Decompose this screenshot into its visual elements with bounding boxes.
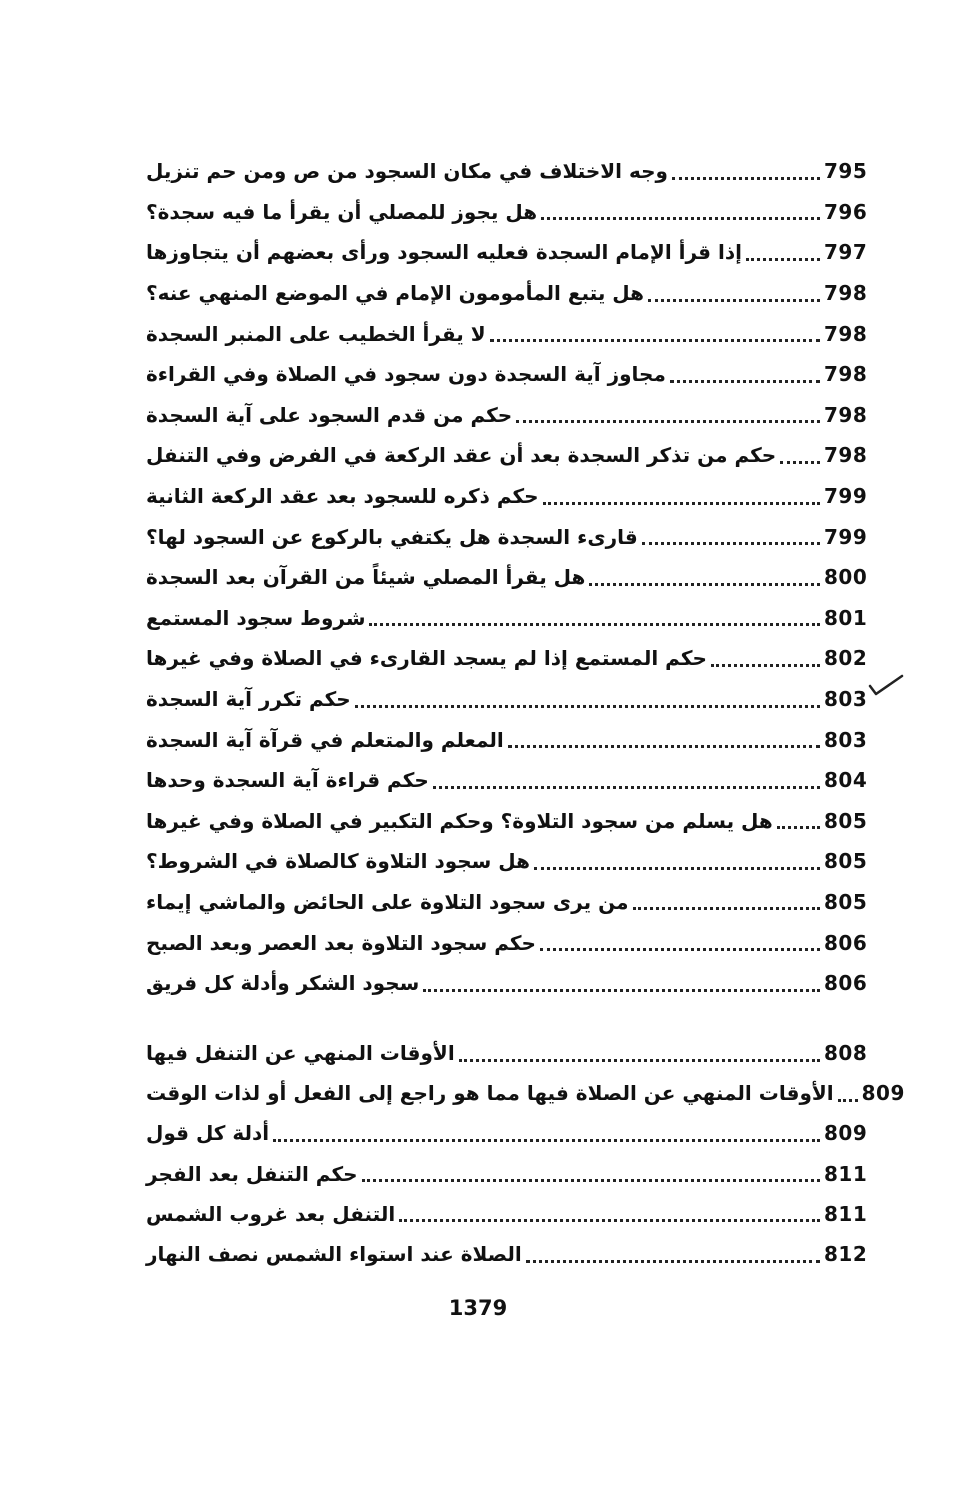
toc-entry-title: من يرى سجود التلاوة على الحائض والماشي إيماء bbox=[146, 889, 629, 914]
dot-leader bbox=[423, 967, 820, 992]
toc-entry bbox=[140, 719, 866, 760]
toc-entry-page: 805 bbox=[824, 889, 868, 914]
toc-entry-page: 808 bbox=[824, 1041, 868, 1066]
toc-entry bbox=[140, 1033, 866, 1073]
toc-entry-title: المعلم والمتعلم في قرآة آية السجدة bbox=[146, 727, 504, 752]
toc-entry-title: حكم تكرر آية السجدة bbox=[146, 687, 351, 712]
dot-leader bbox=[648, 277, 820, 302]
toc-entry-title: هل يقرأ المصلي شيئاً من القرآن بعد السجدة bbox=[146, 565, 586, 590]
toc-entry-page: 798 bbox=[824, 402, 868, 427]
toc-entry-title: حكم التنفل بعد الفجر bbox=[146, 1161, 358, 1186]
toc-entry-title: الأوقات المنهي عن الصلاة فيها مما هو راجع إلى الفعل أو لذات الوقت bbox=[146, 1081, 834, 1106]
toc-entry-title: حكم قراءة آية السجدة وحدها bbox=[146, 768, 429, 793]
toc-entry-page: 805 bbox=[824, 808, 868, 833]
toc-entry bbox=[140, 557, 866, 598]
toc-entry bbox=[140, 963, 866, 1004]
dot-leader bbox=[746, 236, 820, 261]
toc-entry-title: الصلاة عند استواء الشمس نصف النهار bbox=[146, 1242, 522, 1267]
toc-entry-title: سجود الشكر وأدلة كل فريق bbox=[146, 971, 420, 996]
toc-entry bbox=[140, 841, 866, 882]
toc-entry-page: 796 bbox=[824, 199, 868, 224]
toc-entry-title: قارىء السجدة هل يكتفي بالركوع عن السجود لها؟ bbox=[146, 524, 638, 549]
dot-leader bbox=[516, 398, 820, 423]
toc-entry bbox=[140, 882, 866, 923]
dot-leader bbox=[711, 642, 820, 667]
toc-entry-title: هل يجوز للمصلي أن يقرأ ما فيه سجدة؟ bbox=[146, 199, 538, 224]
dot-leader bbox=[670, 358, 820, 383]
dot-leader bbox=[526, 1238, 820, 1263]
dot-leader bbox=[273, 1117, 820, 1142]
toc-entry-title: التنفل بعد غروب الشمس bbox=[146, 1201, 396, 1226]
toc-entry bbox=[140, 679, 866, 720]
toc-entry-page: 812 bbox=[824, 1242, 868, 1267]
toc-section-2 bbox=[140, 1033, 905, 1274]
toc-entry-page: 799 bbox=[824, 484, 868, 509]
dot-leader bbox=[543, 480, 820, 505]
toc-entry-page: 805 bbox=[824, 849, 868, 874]
toc-entry-page: 795 bbox=[824, 159, 868, 184]
toc-entry-page: 798 bbox=[824, 362, 868, 387]
dot-leader bbox=[672, 155, 820, 180]
toc-entry-page: 809 bbox=[861, 1081, 905, 1106]
toc-entry-page: 811 bbox=[824, 1201, 868, 1226]
toc-entry bbox=[140, 354, 866, 395]
dot-leader bbox=[399, 1197, 820, 1222]
toc-entry-page: 804 bbox=[824, 768, 868, 793]
toc-entry-page: 802 bbox=[824, 646, 868, 671]
toc-entry-page: 803 bbox=[824, 727, 868, 752]
toc-entry-title: حكم من قدم السجود على آية السجدة bbox=[146, 402, 513, 427]
toc-entry bbox=[140, 395, 866, 436]
toc-entry-title: حكم المستمع إذا لم يسجد القارىء في الصلاة وفي غيرها bbox=[146, 646, 707, 671]
checkmark-icon bbox=[868, 672, 904, 702]
dot-leader bbox=[490, 317, 820, 342]
toc-entry-title: هل يتبع المأمومون الإمام في الموضع المنهي عنه؟ bbox=[146, 281, 645, 306]
toc-entry bbox=[140, 922, 866, 963]
dot-leader bbox=[362, 1157, 820, 1182]
toc-entry-title: إذا قرأ الإمام السجدة فعليه السجود ورأى بعضهم أن يتجاوزها bbox=[146, 240, 742, 265]
toc-entry bbox=[140, 192, 866, 233]
toc-entry bbox=[140, 598, 866, 639]
dot-leader bbox=[589, 561, 820, 586]
toc-entry bbox=[140, 435, 866, 476]
toc-entry-title: حكم ذكره للسجود بعد عقد الركعة الثانية bbox=[146, 484, 539, 509]
toc-entry bbox=[140, 476, 866, 517]
toc-entry-page: 803 bbox=[824, 687, 868, 712]
toc-entry bbox=[140, 760, 866, 801]
toc-entry bbox=[140, 151, 866, 192]
toc-entry-page: 797 bbox=[824, 240, 868, 265]
toc-entry bbox=[140, 638, 866, 679]
toc-entry bbox=[140, 273, 866, 314]
dot-leader bbox=[633, 885, 820, 910]
toc-entry-page: 809 bbox=[824, 1121, 868, 1146]
toc-entry bbox=[140, 801, 866, 842]
toc-entry-page: 811 bbox=[824, 1161, 868, 1186]
toc-entry-page: 800 bbox=[824, 565, 868, 590]
toc-entry-title: شروط سجود المستمع bbox=[146, 605, 366, 630]
dot-leader bbox=[838, 1077, 858, 1102]
toc-entry bbox=[140, 1073, 905, 1113]
toc-heading-title: الأوقات المنهي عن التنفل فيها bbox=[146, 1041, 455, 1066]
toc-entry-page: 806 bbox=[824, 930, 868, 955]
toc-section-1 bbox=[140, 151, 866, 1003]
dot-leader bbox=[780, 439, 820, 464]
dot-leader bbox=[541, 195, 820, 220]
toc-entry bbox=[140, 1154, 866, 1194]
toc-entry bbox=[140, 1194, 866, 1234]
dot-leader bbox=[540, 926, 820, 951]
toc-entry bbox=[140, 313, 866, 354]
dot-leader bbox=[369, 601, 820, 626]
toc-entry bbox=[140, 1113, 866, 1153]
toc-entry-title: مجاوز آية السجدة دون سجود في الصلاة وفي القراءة bbox=[146, 362, 666, 387]
toc-entry-page: 798 bbox=[824, 443, 868, 468]
toc-entry-page: 801 bbox=[824, 605, 868, 630]
toc-entry-title: حكم سجود التلاوة بعد العصر وبعد الصبح bbox=[146, 930, 536, 955]
toc-entry-title: هل يسلم من سجود التلاوة؟ وحكم التكبير في الصلاة وفي غيرها bbox=[146, 808, 773, 833]
toc-entry-title: أدلة كل قول bbox=[146, 1121, 270, 1146]
toc-entry bbox=[140, 1234, 866, 1274]
dot-leader bbox=[777, 804, 820, 829]
toc-entry-page: 806 bbox=[824, 971, 868, 996]
dot-leader bbox=[433, 764, 820, 789]
dot-leader bbox=[534, 845, 820, 870]
dot-leader bbox=[508, 723, 820, 748]
toc-entry-page: 799 bbox=[824, 524, 868, 549]
toc-entry-title: حكم من تذكر السجدة بعد أن عقد الركعة في الفرض وفي التنفل bbox=[146, 443, 777, 468]
toc-entry bbox=[140, 516, 866, 557]
toc-entry-page: 798 bbox=[824, 281, 868, 306]
dot-leader bbox=[642, 520, 820, 545]
toc-entry bbox=[140, 232, 866, 273]
toc-entry-title: وجه الاختلاف في مكان السجود من ص ومن حم تنزيل bbox=[146, 159, 668, 184]
dot-leader bbox=[459, 1037, 820, 1062]
toc-entry-title: هل سجود التلاوة كالصلاة في الشروط؟ bbox=[146, 849, 531, 874]
page-number: 1379 bbox=[448, 1296, 508, 1320]
toc-entry-page: 798 bbox=[824, 321, 868, 346]
dot-leader bbox=[355, 683, 820, 708]
toc-entry-title: لا يقرأ الخطيب على المنبر السجدة bbox=[146, 321, 486, 346]
